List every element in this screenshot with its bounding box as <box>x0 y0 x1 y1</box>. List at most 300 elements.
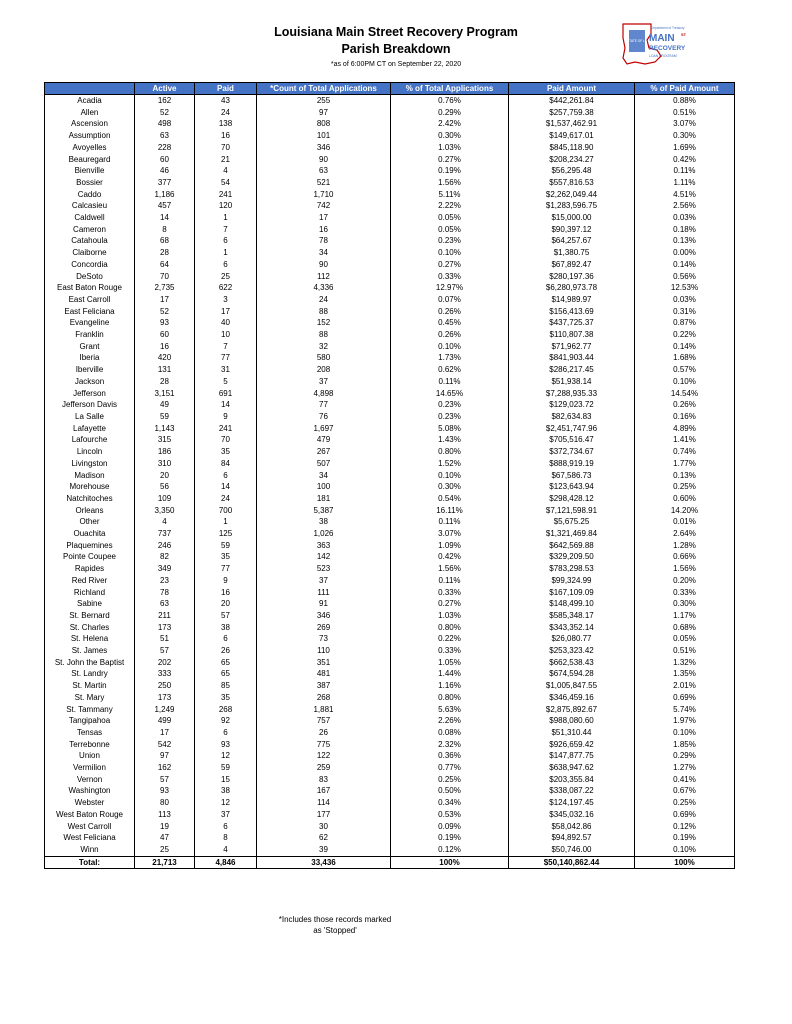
table-cell: 0.26% <box>391 306 509 318</box>
table-cell: 241 <box>195 189 257 201</box>
parish-name-cell: Avoyelles <box>45 142 135 154</box>
table-cell: $203,355.84 <box>509 774 635 786</box>
table-row <box>45 271 735 283</box>
table-cell: 0.51% <box>635 107 735 119</box>
table-cell: 0.30% <box>635 130 735 142</box>
table-row <box>45 470 735 482</box>
table-cell: 1,249 <box>135 704 195 716</box>
table-row <box>45 411 735 423</box>
parish-name-cell: DeSoto <box>45 271 135 283</box>
parish-name-cell: St. Martin <box>45 680 135 692</box>
table-cell: 1 <box>195 516 257 528</box>
table-row <box>45 259 735 271</box>
parish-name-cell: Orleans <box>45 505 135 517</box>
table-cell: 1.41% <box>635 434 735 446</box>
parish-name-cell: West Feliciana <box>45 832 135 844</box>
table-cell: 15 <box>195 774 257 786</box>
table-cell: 0.30% <box>635 598 735 610</box>
table-cell: 2.22% <box>391 200 509 212</box>
table-cell: $149,617.01 <box>509 130 635 142</box>
table-cell: 37 <box>257 376 391 388</box>
table-cell: 0.23% <box>391 235 509 247</box>
table-cell: 0.29% <box>391 107 509 119</box>
table-cell: $71,962.77 <box>509 341 635 353</box>
column-header: % of Total Applications <box>391 83 509 95</box>
table-cell: 101 <box>257 130 391 142</box>
table-row <box>45 154 735 166</box>
table-body <box>45 95 735 869</box>
table-row <box>45 774 735 786</box>
table-cell: 39 <box>257 844 391 856</box>
table-cell: 93 <box>135 317 195 329</box>
table-cell: 0.87% <box>635 317 735 329</box>
table-cell: $280,197.36 <box>509 271 635 283</box>
table-cell: 1.43% <box>391 434 509 446</box>
table-cell: 346 <box>257 142 391 154</box>
table-cell: 0.14% <box>635 341 735 353</box>
table-cell: 0.30% <box>391 481 509 493</box>
table-cell: 498 <box>135 118 195 130</box>
table-cell: 57 <box>135 645 195 657</box>
table-cell: 1 <box>195 247 257 259</box>
table-cell: 100 <box>257 481 391 493</box>
table-cell: 25 <box>195 271 257 283</box>
table-row <box>45 750 735 762</box>
table-cell: 49 <box>135 399 195 411</box>
table-cell: 211 <box>135 610 195 622</box>
parish-name-cell: Other <box>45 516 135 528</box>
table-cell: 0.05% <box>391 224 509 236</box>
table-cell: 0.05% <box>391 212 509 224</box>
table-cell: 6 <box>195 821 257 833</box>
table-cell: 25 <box>135 844 195 856</box>
table-row <box>45 376 735 388</box>
table-cell: 92 <box>195 715 257 727</box>
parish-name-cell: St. James <box>45 645 135 657</box>
table-cell: $1,380.75 <box>509 247 635 259</box>
parish-name-cell: Catahoula <box>45 235 135 247</box>
logo-line1: MAIN <box>649 33 675 44</box>
table-cell: 35 <box>195 692 257 704</box>
table-row <box>45 715 735 727</box>
table-row <box>45 563 735 575</box>
table-cell: 241 <box>195 423 257 435</box>
table-cell: 246 <box>135 540 195 552</box>
table-cell: 20 <box>135 470 195 482</box>
table-cell: 0.31% <box>635 306 735 318</box>
table-row <box>45 598 735 610</box>
table-cell: 1.28% <box>635 540 735 552</box>
table-cell: 10 <box>195 329 257 341</box>
table-cell: 0.10% <box>391 470 509 482</box>
table-cell: $50,746.00 <box>509 844 635 856</box>
table-cell: 0.33% <box>391 271 509 283</box>
table-cell: 83 <box>257 774 391 786</box>
table-cell: 0.41% <box>635 774 735 786</box>
table-cell: 1.11% <box>635 177 735 189</box>
parish-name-cell: Ouachita <box>45 528 135 540</box>
table-cell: 37 <box>257 575 391 587</box>
table-cell: 1.16% <box>391 680 509 692</box>
table-cell: 24 <box>257 294 391 306</box>
table-cell: $2,262,049.44 <box>509 189 635 201</box>
table-cell: $253,323.42 <box>509 645 635 657</box>
table-cell: 113 <box>135 809 195 821</box>
table-row <box>45 306 735 318</box>
table-cell: 0.42% <box>391 551 509 563</box>
total-cell: 100% <box>635 856 735 869</box>
table-row <box>45 388 735 400</box>
table-cell: 0.10% <box>391 247 509 259</box>
table-cell: 5.74% <box>635 704 735 716</box>
table-cell: 737 <box>135 528 195 540</box>
logo-superscript: ST <box>681 32 687 37</box>
table-cell: 742 <box>257 200 391 212</box>
total-cell: 33,436 <box>257 856 391 869</box>
parish-name-cell: St. John the Baptist <box>45 657 135 669</box>
table-cell: 120 <box>195 200 257 212</box>
table-row <box>45 657 735 669</box>
table-cell: 757 <box>257 715 391 727</box>
table-cell: 775 <box>257 739 391 751</box>
table-cell: 0.11% <box>391 516 509 528</box>
table-cell: $2,451,747.96 <box>509 423 635 435</box>
parish-name-cell: Assumption <box>45 130 135 142</box>
table-cell: $110,807.38 <box>509 329 635 341</box>
logo-small-top: Department of Treasury <box>651 26 685 30</box>
table-cell: 24 <box>195 107 257 119</box>
table-cell: $841,903.44 <box>509 352 635 364</box>
table-cell: $26,080.77 <box>509 633 635 645</box>
table-row <box>45 177 735 189</box>
table-row <box>45 516 735 528</box>
parish-name-cell: Iberia <box>45 352 135 364</box>
table-cell: 580 <box>257 352 391 364</box>
table-cell: 0.74% <box>635 446 735 458</box>
table-cell: 52 <box>135 306 195 318</box>
table-cell: $705,516.47 <box>509 434 635 446</box>
table-cell: 77 <box>257 399 391 411</box>
column-header <box>45 83 135 95</box>
table-cell: $662,538.43 <box>509 657 635 669</box>
table-cell: 0.03% <box>635 294 735 306</box>
table-cell: 1,697 <box>257 423 391 435</box>
table-cell: $14,989.97 <box>509 294 635 306</box>
main-street-recovery-logo <box>617 20 717 70</box>
table-cell: 0.25% <box>391 774 509 786</box>
table-row <box>45 189 735 201</box>
table-cell: 691 <box>195 388 257 400</box>
table-cell: 349 <box>135 563 195 575</box>
table-cell: $167,109.09 <box>509 587 635 599</box>
table-cell: 0.09% <box>391 821 509 833</box>
parish-name-cell: Natchitoches <box>45 493 135 505</box>
table-cell: 1.17% <box>635 610 735 622</box>
table-cell: 4 <box>135 516 195 528</box>
table-cell: $257,759.38 <box>509 107 635 119</box>
table-cell: 88 <box>257 306 391 318</box>
table-cell: 3.07% <box>391 528 509 540</box>
table-row <box>45 551 735 563</box>
table-cell: 0.26% <box>635 399 735 411</box>
parish-name-cell: West Baton Rouge <box>45 809 135 821</box>
table-cell: 152 <box>257 317 391 329</box>
table-cell: 351 <box>257 657 391 669</box>
table-cell: $642,569.88 <box>509 540 635 552</box>
table-cell: 12 <box>195 750 257 762</box>
table-cell: $51,310.44 <box>509 727 635 739</box>
table-cell: 12.97% <box>391 282 509 294</box>
parish-name-cell: Jefferson Davis <box>45 399 135 411</box>
table-row <box>45 493 735 505</box>
table-cell: 173 <box>135 692 195 704</box>
table-cell: 521 <box>257 177 391 189</box>
parish-name-cell: Beauregard <box>45 154 135 166</box>
table-cell: 60 <box>135 154 195 166</box>
parish-name-cell: Cameron <box>45 224 135 236</box>
table-cell: 5.08% <box>391 423 509 435</box>
table-cell: 1,143 <box>135 423 195 435</box>
table-cell: $156,413.69 <box>509 306 635 318</box>
table-cell: 2.64% <box>635 528 735 540</box>
table-cell: 1,186 <box>135 189 195 201</box>
table-cell: $888,919.19 <box>509 458 635 470</box>
table-cell: 70 <box>195 434 257 446</box>
table-cell: 109 <box>135 493 195 505</box>
table-cell: 0.80% <box>391 692 509 704</box>
table-row <box>45 668 735 680</box>
table-cell: 0.16% <box>635 411 735 423</box>
as-of-timestamp: *as of 6:00PM CT on September 22, 2020 <box>330 61 462 68</box>
table-cell: 59 <box>135 411 195 423</box>
parish-name-cell: Claiborne <box>45 247 135 259</box>
table-cell: 0.25% <box>635 481 735 493</box>
table-cell: 57 <box>195 610 257 622</box>
table-cell: 315 <box>135 434 195 446</box>
table-cell: 346 <box>257 610 391 622</box>
parish-name-cell: Winn <box>45 844 135 856</box>
table-cell: 0.66% <box>635 551 735 563</box>
table-cell: 5.11% <box>391 189 509 201</box>
table-cell: 8 <box>135 224 195 236</box>
table-cell: 6 <box>195 633 257 645</box>
table-cell: $343,352.14 <box>509 622 635 634</box>
table-cell: $329,209.50 <box>509 551 635 563</box>
table-cell: 30 <box>257 821 391 833</box>
table-cell: 0.80% <box>391 446 509 458</box>
table-cell: 88 <box>257 329 391 341</box>
table-cell: 0.13% <box>635 235 735 247</box>
table-cell: 0.03% <box>635 212 735 224</box>
table-row <box>45 809 735 821</box>
table-cell: 268 <box>257 692 391 704</box>
table-cell: 1.44% <box>391 668 509 680</box>
table-cell: 269 <box>257 622 391 634</box>
table-cell: 228 <box>135 142 195 154</box>
table-cell: 0.76% <box>391 95 509 107</box>
table-row <box>45 505 735 517</box>
table-cell: 1.73% <box>391 352 509 364</box>
table-cell: $51,938.14 <box>509 376 635 388</box>
table-cell: 1.52% <box>391 458 509 470</box>
table-cell: 0.53% <box>391 809 509 821</box>
table-cell: 0.11% <box>635 165 735 177</box>
table-cell: 16.11% <box>391 505 509 517</box>
table-cell: 63 <box>257 165 391 177</box>
table-row <box>45 282 735 294</box>
table-cell: 310 <box>135 458 195 470</box>
parish-name-cell: Grant <box>45 341 135 353</box>
table-cell: 622 <box>195 282 257 294</box>
table-cell: 51 <box>135 633 195 645</box>
table-cell: 363 <box>257 540 391 552</box>
table-cell: 0.10% <box>635 376 735 388</box>
table-cell: 0.13% <box>635 470 735 482</box>
table-cell: 70 <box>195 142 257 154</box>
table-cell: $346,459.16 <box>509 692 635 704</box>
table-cell: 125 <box>195 528 257 540</box>
table-row <box>45 352 735 364</box>
table-row <box>45 622 735 634</box>
table-cell: 4.51% <box>635 189 735 201</box>
table-cell: $1,321,469.84 <box>509 528 635 540</box>
table-cell: 65 <box>195 657 257 669</box>
logo-line2: RECOVERY <box>649 45 686 52</box>
parish-name-cell: East Feliciana <box>45 306 135 318</box>
parish-name-cell: St. Bernard <box>45 610 135 622</box>
table-cell: 4 <box>195 165 257 177</box>
parish-name-cell: St. Tammany <box>45 704 135 716</box>
table-cell: 1.03% <box>391 142 509 154</box>
table-cell: 38 <box>195 785 257 797</box>
table-cell: $557,816.53 <box>509 177 635 189</box>
parish-name-cell: Vermilion <box>45 762 135 774</box>
table-cell: 38 <box>195 622 257 634</box>
table-row <box>45 294 735 306</box>
table-cell: 0.14% <box>635 259 735 271</box>
table-cell: 0.62% <box>391 364 509 376</box>
table-cell: 110 <box>257 645 391 657</box>
table-cell: 7 <box>195 224 257 236</box>
table-row <box>45 224 735 236</box>
table-cell: 0.22% <box>635 329 735 341</box>
table-cell: 5.63% <box>391 704 509 716</box>
table-row <box>45 212 735 224</box>
table-cell: 76 <box>257 411 391 423</box>
table-cell: 43 <box>195 95 257 107</box>
table-cell: $67,586.73 <box>509 470 635 482</box>
table-cell: 181 <box>257 493 391 505</box>
table-cell: 0.27% <box>391 154 509 166</box>
logo-small-bottom: LOAN PROGRAM <box>649 54 677 58</box>
total-cell: $50,140,862.44 <box>509 856 635 869</box>
parish-name-cell: Madison <box>45 470 135 482</box>
table-cell: 377 <box>135 177 195 189</box>
table-cell: 5 <box>195 376 257 388</box>
table-row <box>45 142 735 154</box>
table-cell: 28 <box>135 247 195 259</box>
parish-name-cell: St. Charles <box>45 622 135 634</box>
parish-name-cell: Jefferson <box>45 388 135 400</box>
table-cell: 2.01% <box>635 680 735 692</box>
parish-name-cell: Rapides <box>45 563 135 575</box>
table-cell: $783,298.53 <box>509 563 635 575</box>
table-cell: 1,026 <box>257 528 391 540</box>
table-cell: 63 <box>135 598 195 610</box>
table-cell: 700 <box>195 505 257 517</box>
table-cell: 162 <box>135 95 195 107</box>
table-cell: 0.22% <box>391 633 509 645</box>
table-cell: 24 <box>195 493 257 505</box>
table-row <box>45 727 735 739</box>
table-cell: $99,324.99 <box>509 575 635 587</box>
table-cell: 3,151 <box>135 388 195 400</box>
parish-name-cell: Caddo <box>45 189 135 201</box>
table-cell: 97 <box>135 750 195 762</box>
parish-name-cell: Terrebonne <box>45 739 135 751</box>
table-cell: 523 <box>257 563 391 575</box>
table-row <box>45 235 735 247</box>
table-cell: 112 <box>257 271 391 283</box>
table-cell: 1.68% <box>635 352 735 364</box>
table-cell: 12 <box>195 797 257 809</box>
table-cell: $7,288,935.33 <box>509 388 635 400</box>
table-cell: 1,710 <box>257 189 391 201</box>
parish-name-cell: Lafayette <box>45 423 135 435</box>
parish-name-cell: Bossier <box>45 177 135 189</box>
table-cell: 202 <box>135 657 195 669</box>
table-cell: 0.29% <box>635 750 735 762</box>
table-cell: $585,348.17 <box>509 610 635 622</box>
table-cell: 60 <box>135 329 195 341</box>
table-cell: 2,735 <box>135 282 195 294</box>
parish-name-cell: Tangipahoa <box>45 715 135 727</box>
table-row <box>45 704 735 716</box>
table-cell: 1.32% <box>635 657 735 669</box>
table-cell: 54 <box>195 177 257 189</box>
footnote-line1: *Includes those records marked <box>278 915 392 924</box>
table-cell: 0.42% <box>635 154 735 166</box>
table-cell: 84 <box>195 458 257 470</box>
parish-name-cell: West Carroll <box>45 821 135 833</box>
parish-name-cell: Lincoln <box>45 446 135 458</box>
table-cell: 0.67% <box>635 785 735 797</box>
table-cell: 2.32% <box>391 739 509 751</box>
table-cell: 1.77% <box>635 458 735 470</box>
parish-breakdown-table <box>44 82 735 869</box>
parish-name-cell: Iberville <box>45 364 135 376</box>
table-cell: 173 <box>135 622 195 634</box>
table-cell: $7,121,598.91 <box>509 505 635 517</box>
parish-name-cell: Evangeline <box>45 317 135 329</box>
table-cell: 16 <box>135 341 195 353</box>
table-cell: $90,397.12 <box>509 224 635 236</box>
table-cell: 19 <box>135 821 195 833</box>
table-cell: 0.12% <box>635 821 735 833</box>
table-cell: 57 <box>135 774 195 786</box>
table-cell: 481 <box>257 668 391 680</box>
table-cell: 0.25% <box>635 797 735 809</box>
table-cell: 70 <box>135 271 195 283</box>
table-cell: 333 <box>135 668 195 680</box>
parish-name-cell: Acadia <box>45 95 135 107</box>
table-cell: 0.08% <box>391 727 509 739</box>
parish-name-cell: Concordia <box>45 259 135 271</box>
table-cell: 9 <box>195 575 257 587</box>
table-row <box>45 458 735 470</box>
table-row <box>45 692 735 704</box>
parish-name-cell: Webster <box>45 797 135 809</box>
